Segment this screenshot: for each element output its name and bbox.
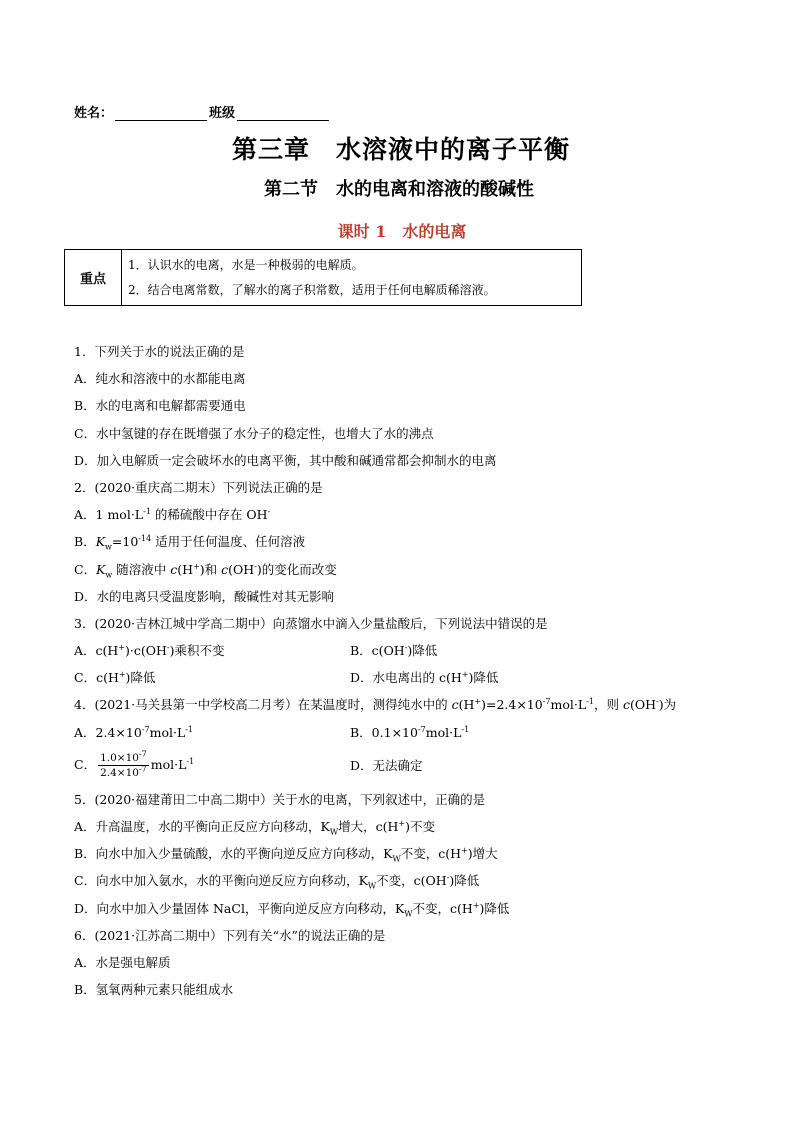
keypoints-box <box>64 249 582 306</box>
question-3-option-b[interactable]: B．c(OH-)降低 <box>350 642 438 659</box>
question-3-option-d[interactable]: D．水电离出的 c(H+)降低 <box>350 670 499 686</box>
class-blank[interactable] <box>237 107 329 121</box>
question-3-option-a[interactable]: A．c(H+)·c(OH-)乘积不变 <box>74 642 225 659</box>
keypoint-item: 2．结合电离常数，了解水的离子积常数，适用于任何电解质稀溶液。 <box>128 283 496 297</box>
question-4-option-d[interactable]: D．无法确定 <box>350 758 423 774</box>
question-4-options-row-2 <box>74 746 764 786</box>
question-5-stem: 5．(2020·福建莆田二中高二期中）关于水的电离，下列叙述中，正确的是 <box>74 791 486 807</box>
question-2-option-a[interactable]: A．1 $mol\cdot L^{-1}$ 的稀硫酸中存在 OH- <box>74 506 271 523</box>
question-3-options-row-1 <box>74 637 764 664</box>
chapter-title: 第三章 水溶液中的离子平衡 <box>231 135 570 164</box>
questions-section <box>74 338 764 1003</box>
question-3-option-c[interactable]: C．c(H+)降低 <box>74 670 156 686</box>
question-1-option-b[interactable]: B．水的电离和电解都需要通电 <box>74 398 246 414</box>
question-5-option-c[interactable]: C．向水中加入氨水，水的平衡向逆反应方向移动，$K_W$不变，c(OH-)降低 <box>74 873 480 891</box>
question-4-stem: 4．(2021·马关县第一中学校高二月考）在某温度时，测得纯水中的 $c(H^+)=2.4\times 10^{-7}mol\cdot L^{-1}$，则 c(OH-)为 <box>74 697 677 713</box>
keypoints-label: 重点 <box>65 250 122 305</box>
question-3-options-row-2 <box>74 664 764 691</box>
question-4-option-b[interactable]: B．$0.1\times 10^{-7}mol\cdot L^{-1}$ <box>350 724 470 740</box>
question-4-option-a[interactable]: A．$2.4\times 10^{-7}mol\cdot L^{-1}$ <box>74 724 194 740</box>
student-info-line <box>74 102 329 121</box>
fraction: $\frac{1.0\times 10^{-7}}{2.4\times 10^{-7}}$ <box>100 749 147 780</box>
class-label: 班级 <box>209 106 236 121</box>
question-1-option-d[interactable]: D．加入电解质一定会破坏水的电离平衡，其中酸和碱通常都会抑制水的电离 <box>74 452 497 468</box>
keypoints-list <box>122 250 581 305</box>
question-2-option-c[interactable]: C．$K_w$ 随溶液中 c(H+)和 c(OH-)的变化而改变 <box>74 561 337 579</box>
question-4-option-c[interactable]: C． $\frac{1.0\times 10^{-7}}{2.4\times 10^{-7}}$ $mol\cdot L^{-1}$ <box>74 749 195 780</box>
question-5-option-b[interactable]: B．向水中加入少量硫酸，水的平衡向逆反应方向移动，$K_W$不变，c(H+)增大 <box>74 846 498 864</box>
question-2-option-d[interactable]: D．水的电离只受温度影响，酸碱性对其无影响 <box>74 588 335 604</box>
question-1-option-a[interactable]: A．纯水和溶液中的水都能电离 <box>74 371 246 387</box>
question-2-stem: 2．(2020·重庆高二期末）下列说法正确的是 <box>74 479 323 495</box>
question-6-stem: 6．(2021·江苏高二期中）下列有关“水”的说法正确的是 <box>74 927 386 943</box>
question-1-stem: 1．下列关于水的说法正确的是 <box>74 344 245 359</box>
question-4-options-row-1 <box>74 719 764 746</box>
question-1-option-c[interactable]: C．水中氢键的存在既增强了水分子的稳定性，也增大了水的沸点 <box>74 425 434 441</box>
question-6-option-a[interactable]: A．水是强电解质 <box>74 954 171 970</box>
section-title: 第二节 水的电离和溶液的酸碱性 <box>264 179 534 200</box>
lesson-title: 课时 1 水的电离 <box>337 222 467 241</box>
question-2-option-b[interactable]: B．$K_w=10^{-14}$ 适用于任何温度、任何溶液 <box>74 534 306 552</box>
question-5-option-a[interactable]: A．升高温度，水的平衡向正反应方向移动，$K_W$增大，c(H+)不变 <box>74 818 435 837</box>
keypoint-item: 1．认识水的电离，水是一种极弱的电解质。 <box>128 258 364 272</box>
question-5-option-d[interactable]: D．向水中加入少量固体 NaCl，平衡向逆反应方向移动，$K_W$不变，c(H+)降低 <box>74 900 510 919</box>
name-label: 姓名： <box>74 106 114 121</box>
question-3-stem: 3．(2020·吉林江城中学高二期中）向蒸馏水中滴入少量盐酸后，下列说法中错误的是 <box>74 615 548 631</box>
question-6-option-b[interactable]: B．氢氧两种元素只能组成水 <box>74 982 234 998</box>
name-blank[interactable] <box>115 107 207 121</box>
